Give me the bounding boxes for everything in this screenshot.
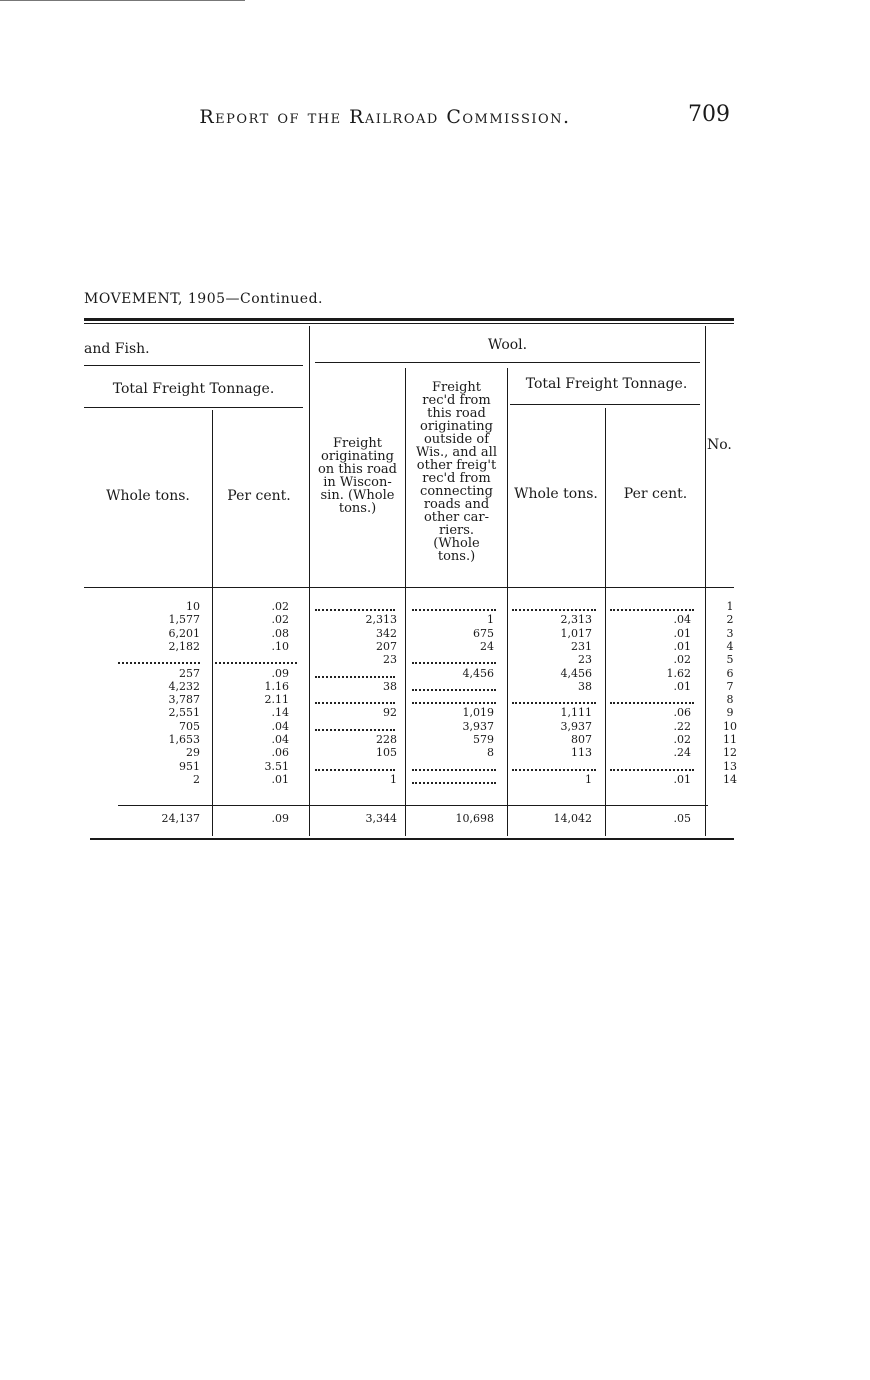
cell-wool-pct: .01 [673,772,691,786]
cell-fish-tons: 257 [179,666,200,680]
total-orig: 3,344 [365,812,397,825]
header-freight-received-line: this road [427,406,486,421]
header-freight-originating-line: Freight [332,436,382,451]
cell-wool-pct: .04 [673,613,691,627]
cell-fish-tons: 1,653 [168,733,200,746]
cell-fish-pct: .04 [271,719,289,733]
header-freight-received-line: rec'd from [422,393,491,408]
cell-wool-tons: 38 [578,679,592,693]
cell-fish-pct: .09 [271,666,289,680]
total-wool-tons: 14,042 [553,812,592,825]
header-freight-received-line: connecting [420,484,493,499]
row-number: 3 [726,626,734,640]
col-divider-fish-wool [309,326,310,836]
cell-fish-tons: 29 [186,746,200,760]
header-freight-originating-line: sin. (Whole [320,488,395,503]
col-divider-wool-total [507,368,508,836]
rule-under-total-left [84,407,303,408]
totals-rule [118,805,708,806]
header-freight-originating [310,437,405,515]
cell-wool-tons: 4,456 [560,666,592,680]
header-freight-received-line: riers. [438,523,475,538]
cell-fish-pct: .10 [271,639,289,653]
leader-dots [412,609,496,611]
running-title: Report of the Railroad Commission. [199,106,571,128]
total-fish-pct: .09 [271,812,289,825]
cell-fish-tons: 1,577 [168,613,200,627]
total-freight-tonnage-left: Total Freight Tonnage. [112,381,275,397]
cell-fish-pct: .02 [271,600,289,613]
cell-fish-tons: 3,787 [168,693,200,707]
cell-wool-pct: .01 [673,679,691,693]
header-freight-originating-line: tons.) [338,501,377,516]
cell-fish-pct: 1.16 [264,679,289,693]
cell-orig: 2,313 [365,613,397,627]
leader-dots [315,676,395,678]
cell-wool-pct: .01 [673,639,691,653]
header-freight-originating-line: on this road [317,462,397,477]
row-number: 5 [726,653,734,667]
cell-recd: 3,937 [462,719,494,733]
leader-dots [215,662,297,664]
leader-dots [610,769,694,771]
cell-wool-tons: 231 [571,639,592,653]
header-freight-received-line: (Whole [433,536,480,551]
cell-orig: 228 [376,733,397,746]
row-number: 11 [723,733,737,746]
cell-wool-tons: 807 [571,733,592,746]
group-label-wool: Wool. [487,337,528,353]
table-bottom-rule [90,838,734,840]
cell-fish-tons: 4,232 [168,679,200,693]
table-caption: MOVEMENT, 1905—Continued. [84,291,324,307]
header-bottom-rule [84,587,734,588]
cell-wool-tons: 3,937 [560,719,592,733]
cell-wool-pct: .01 [673,626,691,640]
leader-dots [412,662,496,664]
cell-wool-pct: .22 [673,719,691,733]
col-divider-no [705,326,706,836]
header-freight-received [406,381,507,563]
header-freight-received-line: tons.) [437,549,476,564]
cell-fish-tons: 10 [186,600,200,613]
rule-under-total-right [510,404,700,405]
header-freight-received-line: outside of [423,432,490,447]
leader-dots [118,662,200,664]
cell-wool-pct: .24 [673,746,691,760]
leader-dots [315,609,395,611]
cell-recd: 675 [473,626,494,640]
cell-wool-tons: 1 [585,772,592,786]
leader-dots [315,729,395,731]
row-number: 4 [726,639,734,653]
row-number: 12 [723,746,737,760]
cell-recd: 1 [487,613,494,627]
leader-dots [412,769,496,771]
cell-wool-tons: 1,111 [560,706,592,720]
cell-wool-pct: 1.62 [666,666,691,680]
row-number: 14 [723,772,737,786]
cell-fish-pct: .01 [271,772,289,786]
cell-fish-pct: .04 [271,733,289,746]
cell-fish-tons: 2 [193,772,200,786]
cell-orig: 38 [383,679,397,693]
leader-dots [412,782,496,784]
leader-dots [512,702,596,704]
total-fish-tons: 24,137 [161,812,200,825]
row-number: 6 [726,666,734,680]
cell-wool-pct: .02 [673,653,691,667]
header-whole-tons: Whole tons. [106,488,190,504]
row-number: 8 [726,693,734,707]
cell-orig: 207 [376,639,397,653]
cell-orig: 1 [390,772,397,786]
cell-orig: 23 [383,653,397,667]
header-per-cent: Per cent. [227,488,291,504]
cell-fish-tons: 6,201 [168,626,200,640]
row-number: 2 [726,613,734,627]
header-freight-originating-line: originating [321,449,394,464]
page-top-rule [0,0,245,1]
cell-wool-tons: 23 [578,653,592,667]
row-number: 10 [723,719,737,733]
header-whole-tons-wool: Whole tons. [514,486,598,502]
cell-wool-pct: .06 [673,706,691,720]
header-row-number: No. [707,437,732,453]
header-freight-originating-line: in Wiscon- [323,475,392,490]
page-number: 709 [688,102,730,127]
row-number: 1 [726,600,734,613]
cell-wool-pct: .02 [673,733,691,746]
cell-fish-tons: 951 [179,759,200,773]
leader-dots [315,702,395,704]
cell-fish-tons: 2,551 [168,706,200,720]
row-number: 13 [723,759,737,773]
cell-recd: 4,456 [462,666,494,680]
cell-recd: 24 [480,639,494,653]
leader-dots [315,769,395,771]
leader-dots [512,609,596,611]
cell-wool-tons: 1,017 [560,626,592,640]
cell-fish-pct: .14 [271,706,289,720]
cell-fish-pct: .02 [271,613,289,627]
cell-fish-tons: 2,182 [168,639,200,653]
table-top-rule [84,318,734,321]
cell-orig: 105 [376,746,397,760]
cell-fish-pct: 2.11 [264,693,289,707]
group-label-and-fish: and Fish. [84,341,150,357]
leader-dots [412,702,496,704]
cell-fish-pct: .08 [271,626,289,640]
cell-recd: 579 [473,733,494,746]
cell-orig: 342 [376,626,397,640]
header-per-cent-wool: Per cent. [623,486,688,502]
header-freight-received-line: originating [420,419,493,434]
row-number: 9 [726,706,734,720]
header-freight-received-line: Freight [431,380,481,395]
header-freight-received-line: Wis., and all [415,445,497,460]
cell-fish-pct: 3.51 [264,759,289,773]
header-freight-received-line: other freig't [416,458,497,473]
cell-wool-tons: 2,313 [560,613,592,627]
cell-fish-tons: 705 [179,719,200,733]
leader-dots [610,609,694,611]
total-wool-pct: .05 [673,812,691,825]
total-recd: 10,698 [455,812,494,825]
cell-fish-pct: .06 [271,746,289,760]
row-number: 7 [726,679,734,693]
header-freight-received-line: rec'd from [422,471,491,486]
rule-under-wool [315,362,700,363]
leader-dots [610,702,694,704]
cell-orig: 92 [383,706,397,720]
cell-recd: 8 [487,746,494,760]
table-top-rule-inner [84,323,734,324]
total-freight-tonnage-right: Total Freight Tonnage. [525,376,688,392]
header-freight-received-line: other car- [423,510,490,525]
cell-wool-tons: 113 [571,746,592,760]
header-freight-received-line: roads and [423,497,490,512]
rule-under-and-fish [84,365,303,366]
leader-dots [512,769,596,771]
leader-dots [412,689,496,691]
cell-recd: 1,019 [462,706,494,720]
